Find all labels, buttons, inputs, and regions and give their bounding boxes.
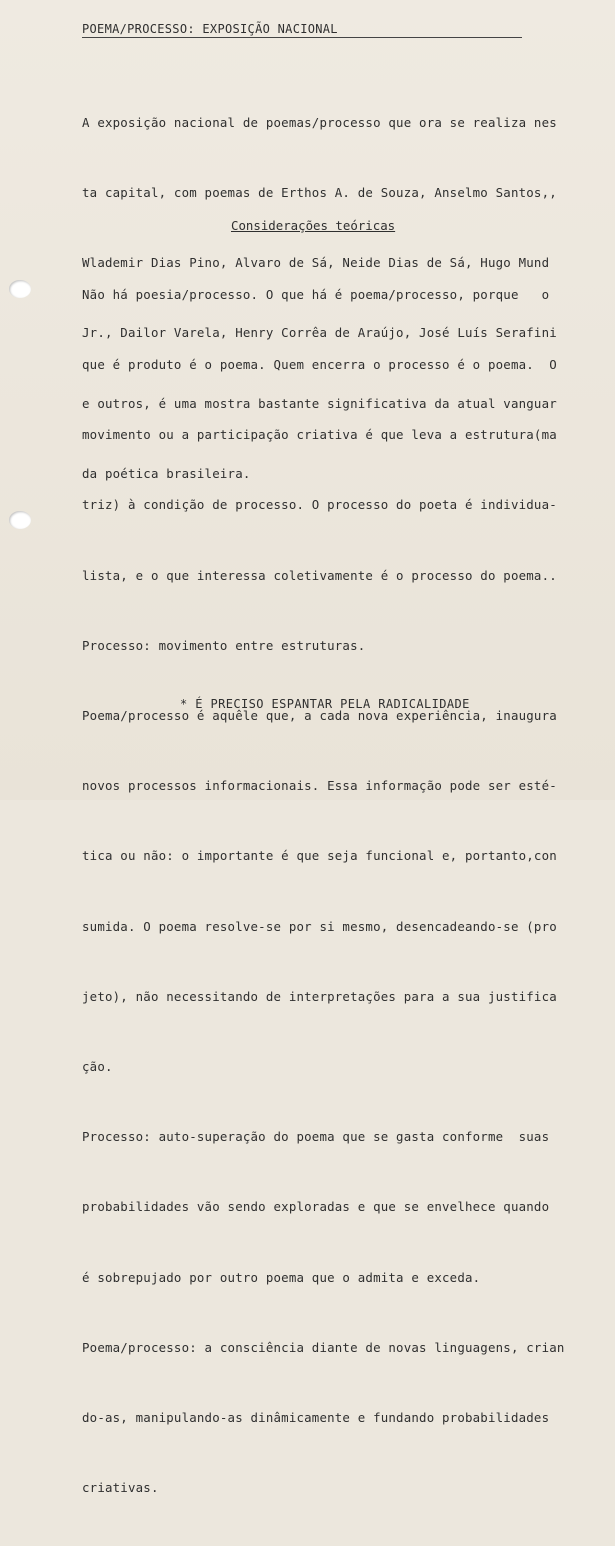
body-line: Poema/processo: a consciência diante de novas linguagens, crian (82, 1339, 565, 1355)
intro-line: e outros, é uma mostra bastante significativa da atual vanguar (82, 395, 557, 411)
body-line: Processo: movimento entre estruturas. (82, 637, 366, 653)
body-line: que é produto é o poema. Quem encerra o processo é o poema. O (82, 357, 557, 373)
intro-line: Jr., Dailor Varela, Henry Corrêa de Araújo, José Luís Serafini (82, 325, 557, 341)
intro-line: A exposição nacional de poemas/processo que ora se realiza nes (82, 114, 557, 130)
body-line: ção. (82, 1059, 113, 1075)
body-line: jeto), não necessitando de interpretações para a sua justifica (82, 988, 557, 1004)
body-line: é sobrepujado por outro poema que o admita e exceda. (82, 1269, 481, 1285)
body-line: movimento ou a participação criativa é que leva a estrutura(ma (82, 427, 557, 443)
body-line: tica ou não: o importante é que seja funcional e, portanto,con (82, 848, 557, 864)
intro-line: Wlademir Dias Pino, Alvaro de Sá, Neide Dias de Sá, Hugo Mund (82, 255, 550, 271)
closing-slogan: * É PRECISO ESPANTAR PELA RADICALIDADE (180, 697, 470, 711)
body-line: criativas. (82, 1480, 159, 1496)
body-line: sumida. O poema resolve-se por si mesmo, desencadeando-se (pro (82, 918, 557, 934)
body-line: Processo: auto-superação do poema que se gasta conforme suas (82, 1129, 550, 1145)
punch-hole-lower (9, 511, 31, 529)
body-line: probabilidades vão sendo exploradas e que se envelhece quando (82, 1199, 550, 1215)
intro-line: ta capital, com poemas de Erthos A. de Souza, Anselmo Santos,, (82, 185, 557, 201)
body-line: do-as, manipulando-as dinâmicamente e fundando probabilidades (82, 1410, 550, 1426)
punch-hole-upper (9, 280, 31, 298)
body-line: Não há poesia/processo. O que há é poema/processo, porque o (82, 286, 550, 302)
section-heading: Considerações teóricas (231, 218, 396, 233)
body-line: lista, e o que interessa coletivamente é o processo do poema.. (82, 567, 557, 583)
body-line: triz) à condição de processo. O processo do poeta é individua- (82, 497, 557, 513)
body-line: Poema/processo é aquêle que, a cada nova experiência, inaugura (82, 708, 557, 724)
body-line: novos processos informacionais. Essa informação pode ser esté- (82, 778, 557, 794)
theory-body (82, 236, 565, 1546)
document-title: POEMA/PROCESSO: EXPOSIÇÃO NACIONAL (82, 22, 522, 38)
intro-line: da poética brasileira. (82, 465, 251, 481)
